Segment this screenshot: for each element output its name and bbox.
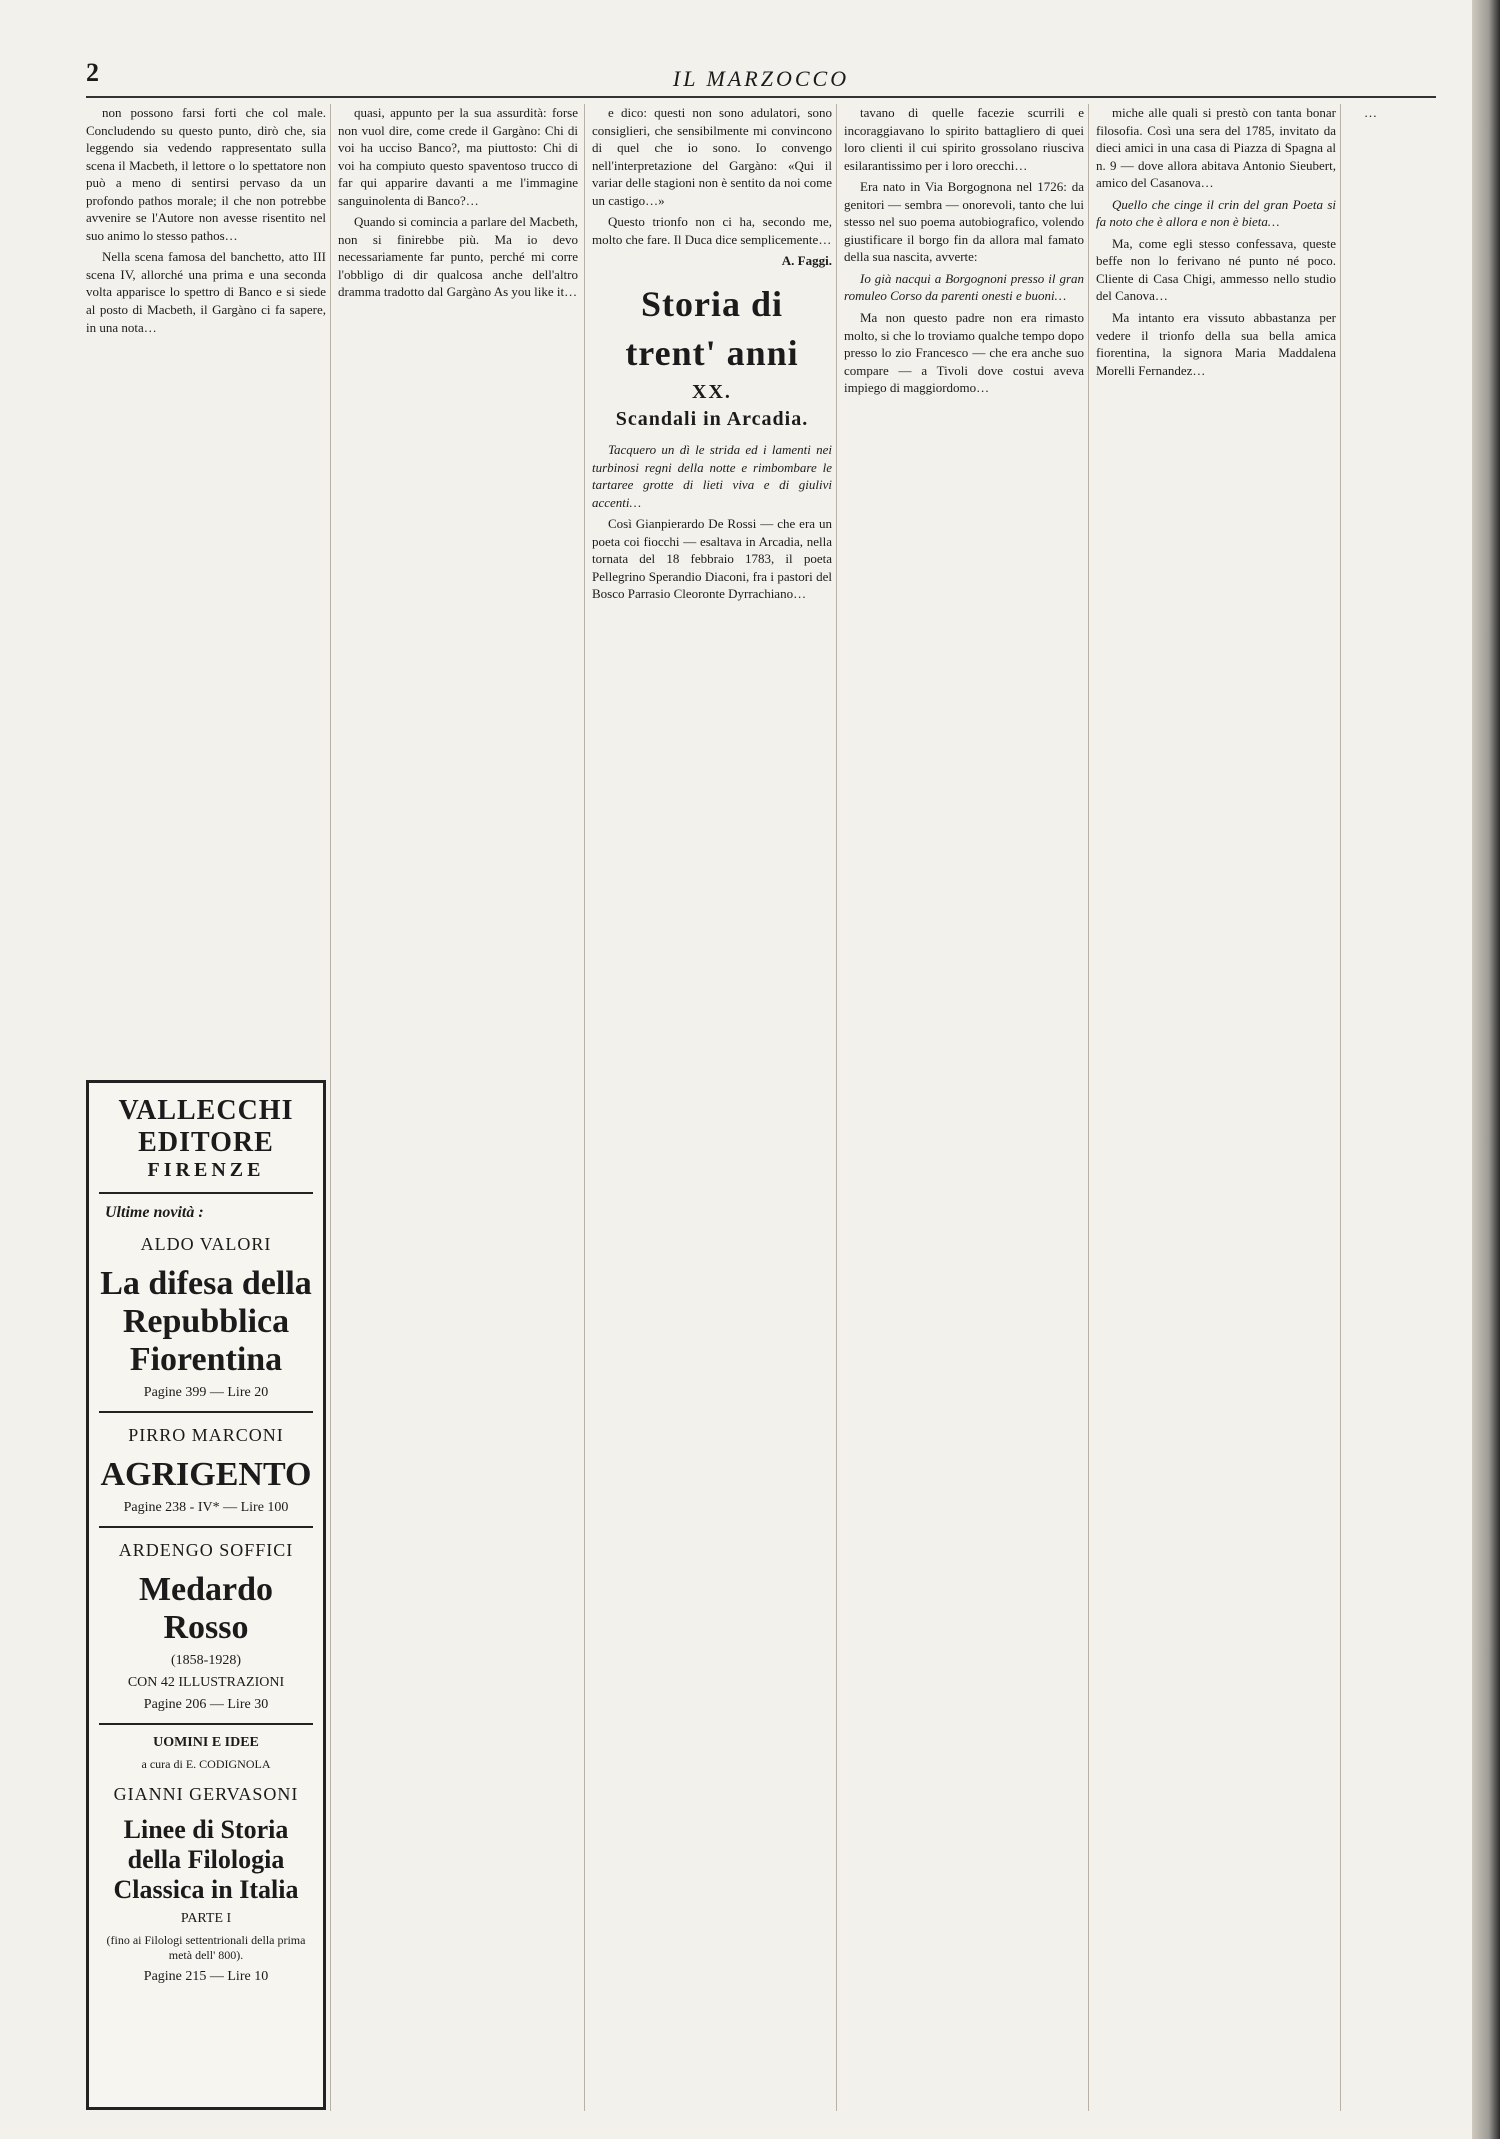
ad-author: PIRRO MARCONI — [128, 1425, 284, 1445]
story-subtitle: Scandali in Arcadia. — [615, 408, 809, 431]
column-6 — [1348, 104, 1438, 2111]
ad-author: ALDO VALORI — [140, 1234, 272, 1254]
ad-book-title: Linee di Storia della Filologia Classica in Italia — [113, 1815, 299, 1904]
ad-book-title: AGRIGENTO — [100, 1456, 312, 1493]
ad-book-meta: Pagine 206 — Lire 30 — [143, 1697, 269, 1712]
column-paragraph: Era nato in Via Borgognona nel 1726: da genitori — sembra — onorevoli, tanto che lui stesso nel suo poema autobiografico, volendo giustificare il borgo fin da allora mal famato della sua nascita, avverte: — [844, 179, 1084, 265]
poem-excerpt: Io già nacqui a Borgognoni presso il gran romuleo Corso da parenti onesti e buoni… — [844, 270, 1084, 304]
ad-book-meta: CON 42 ILLUSTRAZIONI — [127, 1675, 285, 1690]
ad-author: ARDENGO SOFFICI — [118, 1540, 294, 1560]
ad-divider — [99, 1411, 313, 1413]
column-paragraph: miche alle quali si prestò con tanta bonar filosofia. Così una sera del 1785, invitato da dieci amici in una casa di Piazza di Spagna al n. 9 — dove allora abitava Antonio Sieubert, amico del Casanova… — [1096, 105, 1336, 191]
page-header — [86, 58, 1436, 98]
column-paragraph: quasi, appunto per la sua assurdità: forse non vuol dire, come crede il Gargàno: Chi di voi ha ucciso Banco?, ma piuttosto: Chi di voi ha compiuto questo spaventoso trucco di far qui apparire davanti a me l'immagine sanguinolenta di Banco?… — [338, 105, 578, 208]
ad-divider — [99, 1723, 313, 1725]
column-paragraph: Così Gianpierardo De Rossi — che era un poeta coi fiocchi — esaltava in Arcadia, nella tornata del 18 febbraio 1783, il poeta Pellegrino Sperandio Diaconi, fra i pastori del Bosco Parrasio Cleoronte Dyrrachiano… — [592, 516, 832, 602]
ad-book-subtitle: (fino ai Filologi settentrionali della prima metà dell' 800). — [106, 1933, 306, 1962]
header-rule — [86, 96, 1436, 98]
ad-book-meta: Pagine 215 — Lire 10 — [143, 1969, 269, 1984]
column-paragraph: tavano di quelle facezie scurrili e incoraggiavano lo spirito battagliero di quei loro clienti il cui spirito grossolano riusciva esilarantissimo per i loro orecchi… — [844, 105, 1084, 173]
column-separator — [836, 104, 837, 2111]
ad-book-part: PARTE I — [180, 1911, 232, 1926]
column-paragraph: … — [1364, 105, 1377, 120]
column-separator — [1340, 104, 1341, 2111]
column-paragraph: Ma, come egli stesso confessava, queste beffe non lo ferivano né punto né poco. Cliente di Casa Chigi, ammesso nello studio del Canova… — [1096, 235, 1336, 304]
column-paragraph: Quando si comincia a parlare del Macbeth, non si finirebbe più. Ma io devo necessariamente far punto, perché mi corre l'obbligo di dir qualcosa anche dell'altro dramma tradotto dal Gargàno As you like it… — [338, 214, 578, 300]
page-number: 2 — [86, 58, 99, 87]
story-heading — [592, 280, 832, 433]
column-paragraph: Ma non questo padre non era rimasto molto, si che lo troviamo qualche tempo dopo presso lo zio Francesco — che era anche suo compare — a Tivoli dove costui aveva impiego di maggiordomo… — [844, 310, 1084, 396]
ad-book-meta: Pagine 399 — Lire 20 — [143, 1385, 269, 1400]
column-separator — [1088, 104, 1089, 2111]
poem-excerpt: Tacquero un dì le strida ed i lamenti nei turbinosi regni della notte e rimbombare le tartaree grotte di lieti viva e di giulivi accenti… — [592, 442, 832, 510]
column-2 — [338, 104, 578, 2111]
ad-city: FIRENZE — [147, 1159, 265, 1181]
ad-divider — [99, 1192, 313, 1194]
ad-new-label: Ultime novità : — [105, 1204, 204, 1221]
ad-book-title: Medardo Rosso — [138, 1571, 274, 1646]
column-3 — [592, 104, 832, 2111]
article-signature: A. Faggi. — [781, 253, 832, 269]
column-paragraph: non possono farsi forti che col male. Concludendo su questo punto, dirò che, sia leggendo sia vedendo rappresentato sulla scena il Macbeth, il lettore o lo spettatore non può a meno di sentirsi pervaso da un profondo pathos morale; il che non potrebbe avvenire se l'Autore non avesse risentito nel suo animo lo stesso pathos… — [86, 105, 326, 243]
ad-series-editor: a cura di E. CODIGNOLA — [141, 1757, 271, 1771]
running-head: IL MARZOCCO — [672, 66, 850, 91]
ad-book-years: (1858-1928) — [171, 1653, 241, 1668]
column-separator — [584, 104, 585, 2111]
column-paragraph: Nella scena famosa del banchetto, atto III scena IV, allorché una prima e una seconda volta apparisce lo spettro di Banco e si siede al posto di Macbeth, il Gargàno ci fa sapere, in una nota… — [86, 249, 326, 335]
column-paragraph: Ma intanto era vissuto abbastanza per vedere il trionfo della sua bella amica fiorentina, la signora Maria Maddalena Morelli Fernandez… — [1096, 310, 1336, 378]
ad-author: GIANNI GERVASONI — [113, 1784, 299, 1804]
column-paragraph: Questo trionfo non ci ha, secondo me, molto che fare. Il Duca dice semplicemente… — [592, 214, 832, 247]
story-chapter: XX. — [692, 381, 732, 404]
column-separator — [330, 104, 331, 2111]
advertisement-box — [86, 1080, 326, 2110]
column-paragraph: e dico: questi non sono adulatori, sono consiglieri, che sensibilmente mi convincono di quel che io sono. Io convengo nell'interpretazione del Gargàno: «Qui il variar delle stagioni non è sentito da noi come un castigo…» — [592, 105, 832, 208]
poem-excerpt: Quello che cinge il crin del gran Poeta si fa noto che è allora e non è bieta… — [1096, 196, 1336, 230]
ad-book-meta: Pagine 238 - IV* — Lire 100 — [123, 1500, 289, 1515]
story-title: Storia di trent' anni — [625, 283, 799, 373]
ad-book-title: La difesa della Repubblica Fiorentina — [100, 1265, 312, 1378]
ad-divider — [99, 1526, 313, 1528]
scan-edge-shadow — [1472, 0, 1500, 2139]
ad-publisher: VALLECCHI EDITORE — [118, 1095, 294, 1158]
column-4 — [844, 104, 1084, 2111]
ad-series-title: UOMINI E IDEE — [153, 1735, 259, 1750]
column-5 — [1096, 104, 1336, 2111]
